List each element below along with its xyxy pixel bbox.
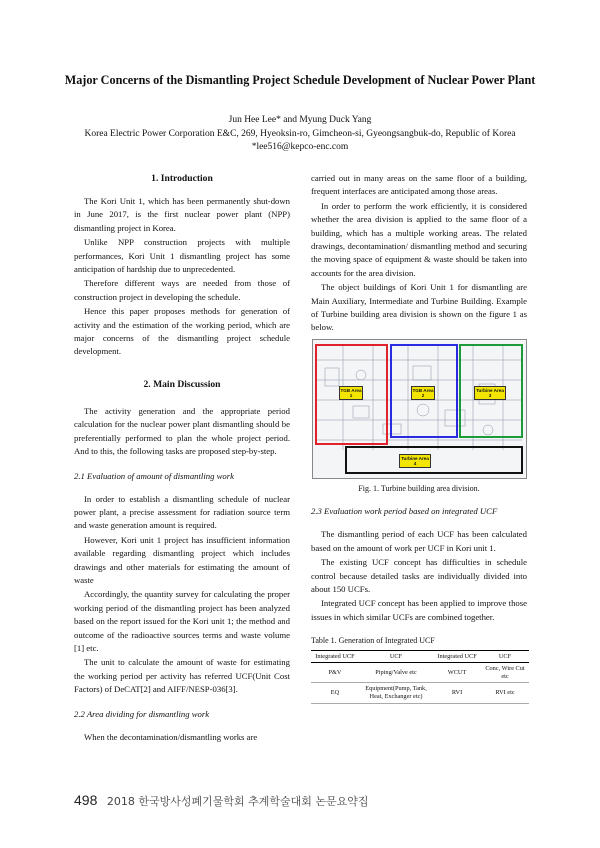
ucf-table bbox=[311, 650, 529, 704]
paragraph: The activity generation and the appropriate period calculation for the nuclear power plant dismantling should be preferentially performed to plan the whole project period. And to this, the following tasks are proposed step-by-step. bbox=[74, 405, 290, 457]
section-heading-main-discussion: 2. Main Discussion bbox=[143, 378, 221, 390]
footer-text: 2018 한국방사성폐기물학회 추계학술대회 논문요약집 bbox=[106, 795, 369, 808]
subsection-heading: 2.2 Area dividing for dismantling work bbox=[74, 708, 210, 719]
paragraph: Unlike NPP construction projects with multiple performances, Kori Unit 1 dismantling project has some anticipation of hardship due to unprecedented. bbox=[74, 237, 290, 275]
section-heading-introduction: 1. Introduction bbox=[151, 173, 213, 184]
table-cell: EQ bbox=[330, 689, 340, 697]
paragraph: The dismantling period of each UCF has been calculated based on the amount of work per UCF in Kori unit 1. bbox=[311, 529, 527, 553]
area-4-label: Turbine Area 4 bbox=[399, 454, 431, 468]
paragraph: The Kori Unit 1, which has been permanently shut-down in June 2017, is the first nuclear power plant (NPP) dismantling project in Korea. bbox=[74, 196, 290, 233]
paragraph: In order to establish a dismantling schedule of nuclear power plant, a precise assessment for radiation source term and waste generation amount is required. bbox=[74, 493, 290, 531]
table-header-row bbox=[311, 650, 529, 663]
area-2-label: TGB Area 2 bbox=[412, 387, 434, 398]
paragraph: The object buildings of Kori Unit 1 for dismantling are Main Auxiliary, Intermediate and Turbine Building. Example of Turbine building area division is shown on the figure 1 as below. bbox=[311, 282, 527, 333]
paragraph: Integrated UCF concept has been applied to improve those issues in which similar UCFs are combined together. bbox=[311, 598, 527, 622]
table-title: Table 1. Generation of Integrated UCF bbox=[311, 636, 435, 646]
author-block bbox=[40, 114, 560, 155]
table-header: UCF bbox=[498, 652, 512, 660]
table-cell: P&V bbox=[328, 668, 342, 676]
table-header: Integrated UCF bbox=[315, 652, 355, 660]
paragraph: Therefore different ways are needed from those of construction project in developing the schedule. bbox=[74, 278, 290, 302]
table-cell: WCUT bbox=[447, 668, 467, 676]
paragraph: In order to perform the work efficiently, it is considered whether the area division is applied to the same floor of a building, which has a multiple working areas. The related drawings, decontamination/ dismantling method and securing the moving space of equipment & waste should be taken into accounts for the area division. bbox=[311, 200, 527, 278]
table-cell: Conc, Wire Cut etc bbox=[485, 665, 525, 680]
subsection-heading: 2.3 Evaluation work period based on integrated UCF bbox=[311, 506, 498, 517]
email: *lee516@kepco-enc.com bbox=[251, 142, 349, 152]
figure-caption: Fig. 1. Turbine building area division. bbox=[358, 483, 480, 493]
table-cell: RVI etc bbox=[495, 689, 515, 697]
subsection-heading: 2.1 Evaluation of amount of dismantling work bbox=[74, 470, 234, 481]
paragraph: The existing UCF concept has difficulties in schedule control because detailed tasks are individually divided into about 150 UCFs. bbox=[311, 557, 527, 594]
paragraph: carried out in many areas on the same floor of a building, frequent interfaces are anticipated among those areas. bbox=[311, 173, 527, 197]
paragraph: However, Kori unit 1 project has insufficient information available regarding dismantling project which includes drawings and other materials for estimating the amount of waste bbox=[74, 534, 290, 585]
area-3-label: Turbine Area 3 bbox=[474, 386, 506, 400]
paper-title: Major Concerns of the Dismantling Project Schedule Development of Nuclear Power Plant bbox=[64, 73, 536, 87]
table-cell: Piping/Valve etc bbox=[375, 668, 417, 676]
table-row bbox=[311, 683, 529, 703]
paragraph: Accordingly, the quantity survey for calculating the proper working period of the dismantling project has been analyzed based on the report issued for the Kori unit 1; the method and outcome of the radioactive sources terms and waste volume [1] etc. bbox=[74, 589, 290, 653]
table-header: UCF bbox=[389, 652, 403, 660]
turbine-building-figure bbox=[312, 339, 527, 479]
table-header: Integrated UCF bbox=[437, 652, 477, 660]
page-footer bbox=[74, 792, 369, 809]
paragraph: Hence this paper proposes methods for generation of activity and the estimation of the working period, which are major concerns of the dismantling project schedule development. bbox=[74, 306, 290, 357]
table-row bbox=[311, 663, 529, 683]
paragraph: The unit to calculate the amount of waste for estimating the working period per activity has referred UCF(Unit Cost Factors) of DeCAT[2] and AIFF/NESP-036[3]. bbox=[74, 657, 290, 695]
right-column bbox=[311, 172, 527, 704]
authors: Jun Hee Lee* and Myung Duck Yang bbox=[228, 115, 372, 125]
left-column bbox=[74, 172, 290, 745]
area-4-outline bbox=[346, 447, 522, 473]
page-number: 498 bbox=[74, 792, 98, 808]
table-cell: RVI bbox=[451, 689, 463, 697]
area-1-label: TGB Area 1 bbox=[340, 387, 362, 398]
table-cell: Equipment(Pump, Tank, Heat, Exchanger etc) bbox=[365, 685, 427, 700]
paragraph: When the decontamination/dismantling works are bbox=[84, 731, 258, 742]
affiliation: Korea Electric Power Corporation E&C, 269, Hyeoksin-ro, Gimcheon-si, Gyeongsangbuk-do, Republic of Korea bbox=[84, 128, 516, 139]
